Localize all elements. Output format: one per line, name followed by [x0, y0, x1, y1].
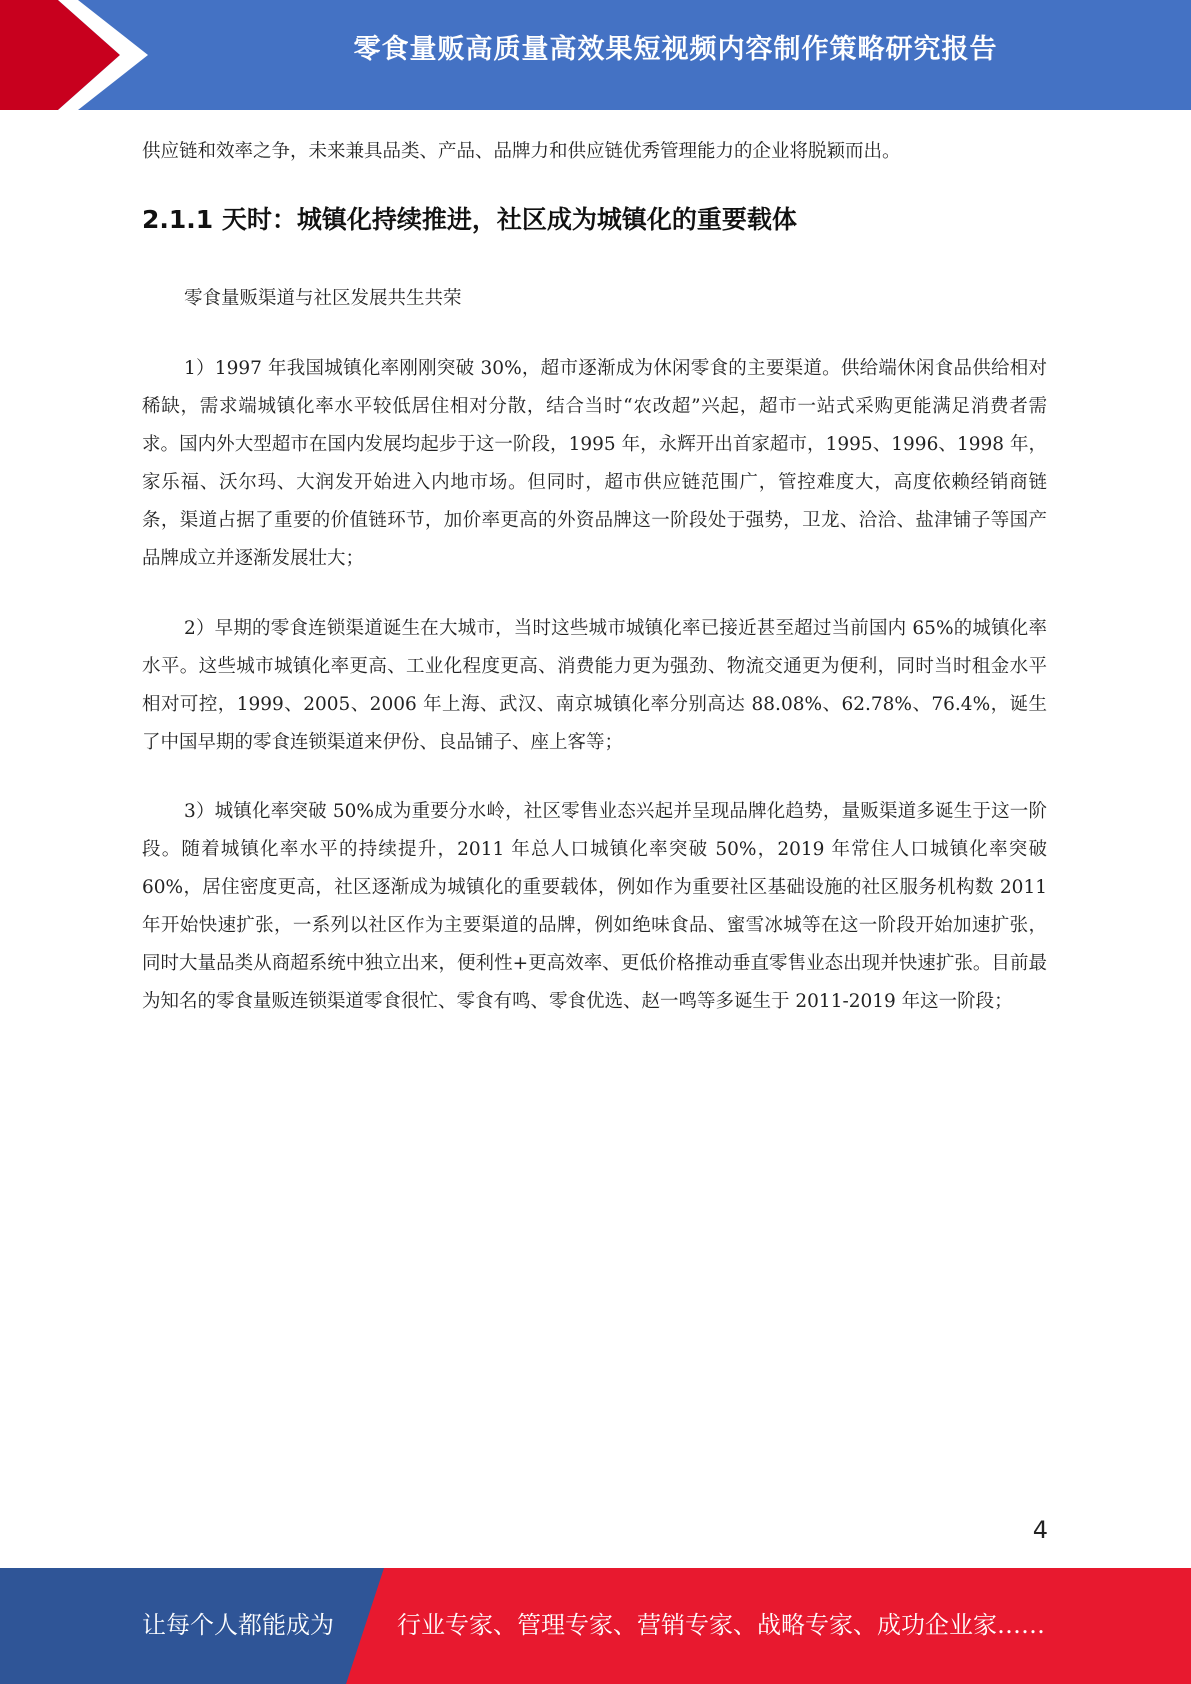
- intro-text: 供应链和效率之争，未来兼具品类、产品、品牌力和供应链优秀管理能力的企业将脱颖而出。: [142, 141, 901, 162]
- paragraph-1: 1）1997 年我国城镇化率刚刚突破 30%，超市逐渐成为休闲零食的主要渠道。供给端休闲食品供给相对稀缺，需求端城镇化率水平较低居住相对分散，结合当时“农改超”兴起，超市一站式采购更能满足消费者需求。国内外大型超市在国内发展均起步于这一阶段，1995 年，永辉开出首家超市，1995、1996、1998 年，家乐福、沃尔玛、大润发开始进入内地市场。但同时，超市供应链范围广，管控难度大，高度依赖经销商链条，渠道占据了重要的价值链环节，加价率更高的外资品牌这一阶段处于强势，卫龙、洽洽、盐津铺子等国产品牌成立并逐渐发展壮大；: [142, 358, 1047, 569]
- subheading: 零食量贩渠道与社区发展共生共荣: [184, 288, 462, 309]
- footer-slogan-left: 让每个人都能成为: [142, 1611, 334, 1639]
- footer-slogan-right: 行业专家、管理专家、营销专家、战略专家、成功企业家……: [397, 1611, 1045, 1639]
- header-chevron-decoration: [0, 0, 160, 110]
- report-title: 零食量贩高质量高效果短视频内容制作策略研究报告: [353, 34, 998, 65]
- section-heading: 2.1.1 天时：城镇化持续推进，社区成为城镇化的重要载体: [142, 205, 797, 234]
- page-number: 4: [1032, 1516, 1048, 1544]
- paragraph-3: 3）城镇化率突破 50%成为重要分水岭，社区零售业态兴起并呈现品牌化趋势，量贩渠道多诞生于这一阶段。随着城镇化率水平的持续提升，2011 年总人口城镇化率突破 50%，2019 年常住人口城镇化率突破 60%，居住密度更高，社区逐渐成为城镇化的重要载体，例如作为重要社区基础设施的社区服务机构数 2011 年开始快速扩张，一系列以社区作为主要渠道的品牌，例如绝味食品、蜜雪冰城等在这一阶段开始加速扩张，同时大量品类从商超系统中独立出来，便利性+更高效率、更低价格推动垂直零售业态出现并快速扩张。目前最为知名的零食量贩连锁渠道零食很忙、零食有鸣、零食优选、赵一鸣等多诞生于 2011-2019 年这一阶段；: [142, 801, 1047, 1012]
- page-header: [0, 0, 1191, 110]
- paragraph-2: 2）早期的零食连锁渠道诞生在大城市，当时这些城市城镇化率已接近甚至超过当前国内 65%的城镇化率水平。这些城市城镇化率更高、工业化程度更高、消费能力更为强劲、物流交通更为便利，同时当时租金水平相对可控，1999、2005、2006 年上海、武汉、南京城镇化率分别高达 88.08%、62.78%、76.4%，诞生了中国早期的零食连锁渠道来伊份、良品铺子、座上客等；: [142, 618, 1047, 753]
- page-footer: [0, 1568, 1191, 1684]
